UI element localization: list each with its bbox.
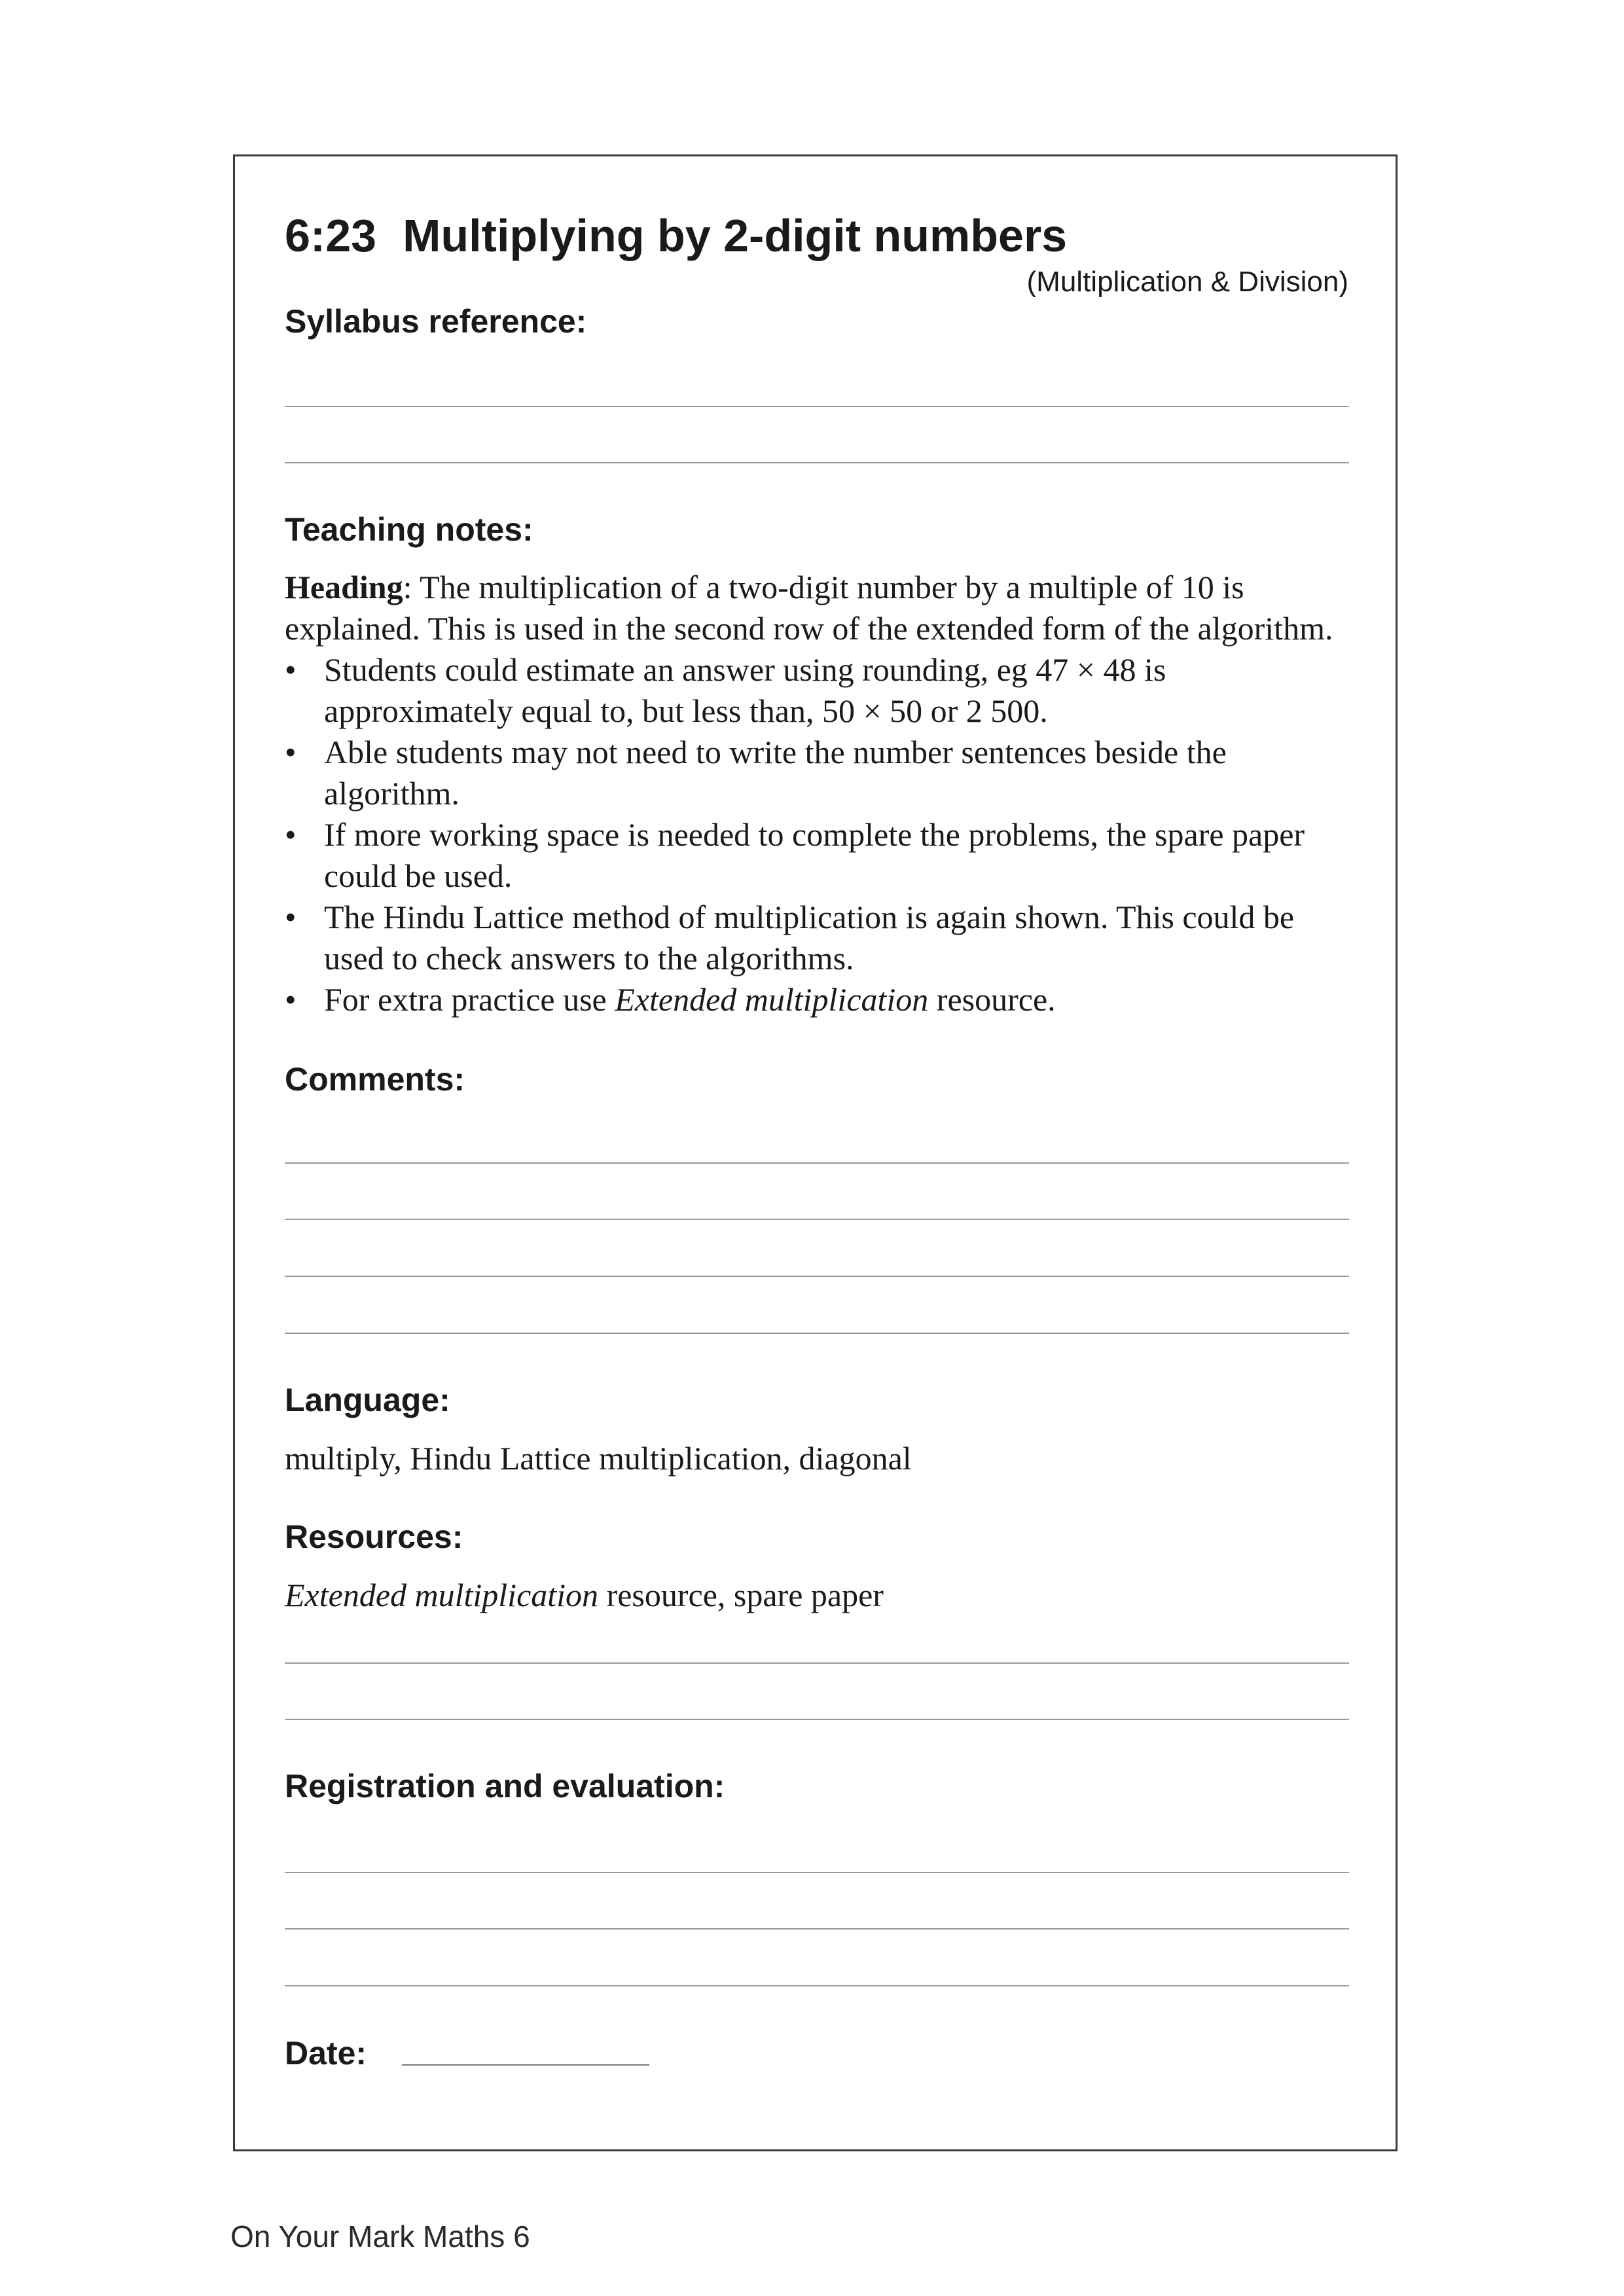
intro-text: : The multiplication of a two-digit number by a multiple of 10 is explained. This is used in the second row of the extended form of the algorithm. (285, 569, 1333, 647)
comments-line-4 (285, 1333, 1349, 1334)
list-item-text-before: For extra practice use (324, 981, 615, 1018)
registration-line-3 (285, 1985, 1349, 1986)
language-text: multiply, Hindu Lattice multiplication, diagonal (285, 1440, 912, 1477)
page-frame (233, 154, 1398, 2151)
registration-heading: Registration and evaluation: (285, 1768, 725, 1804)
resources-text-italic: Extended multiplication (285, 1577, 599, 1613)
teaching-notes-list (285, 649, 1358, 1020)
strand-label: (Multiplication & Division) (1026, 266, 1348, 298)
registration-line-2 (285, 1928, 1349, 1929)
page-title (285, 209, 1067, 262)
list-item-text: Students could estimate an answer using rounding, eg 47 × 48 is approximately equal to, but less than, 50 × 50 or 2 500. (324, 651, 1166, 729)
language-heading: Language: (285, 1382, 450, 1418)
resources-text-rest: resource, spare paper (598, 1577, 884, 1613)
list-item-text: If more working space is needed to complete the problems, the spare paper could be used. (324, 816, 1305, 894)
list-item (285, 649, 1358, 732)
bullet-mark: • (285, 651, 297, 688)
list-item (285, 979, 1358, 1020)
bullet-mark: • (285, 816, 297, 853)
comments-line-3 (285, 1276, 1349, 1277)
comments-line-1 (285, 1162, 1349, 1164)
syllabus-heading: Syllabus reference: (285, 303, 587, 340)
date-heading: Date: (285, 2035, 367, 2072)
list-item-text: The Hindu Lattice method of multiplication is again shown. This could be used to check answers to the algorithms. (324, 899, 1295, 977)
list-item (285, 897, 1358, 979)
teaching-notes-intro (285, 567, 1358, 649)
resources-line-1 (285, 1662, 1349, 1664)
resources-line-2 (285, 1719, 1349, 1720)
syllabus-line-1 (285, 406, 1349, 407)
list-item (285, 814, 1358, 897)
teaching-notes-body (285, 567, 1358, 1020)
syllabus-line-2 (285, 462, 1349, 463)
list-item-text-after: resource. (928, 981, 1056, 1018)
list-item-text-italic: Extended multiplication (615, 981, 929, 1018)
intro-bold-label: Heading (285, 569, 403, 605)
bullet-mark: • (285, 899, 297, 935)
teaching-notes-heading: Teaching notes: (285, 511, 533, 548)
comments-heading: Comments: (285, 1061, 465, 1098)
bullet-mark: • (285, 981, 297, 1018)
resources-text (285, 1575, 1358, 1616)
lesson-number: 6:23 (285, 210, 377, 261)
list-item (285, 732, 1358, 814)
bullet-mark: • (285, 734, 297, 770)
resources-heading: Resources: (285, 1518, 463, 1555)
list-item-text: Able students may not need to write the number sentences beside the algorithm. (324, 734, 1227, 812)
date-line (402, 2064, 649, 2066)
comments-line-2 (285, 1219, 1349, 1220)
lesson-title: Multiplying by 2-digit numbers (403, 210, 1068, 261)
registration-line-1 (285, 1872, 1349, 1873)
footer-text: On Your Mark Maths 6 (230, 2219, 530, 2253)
